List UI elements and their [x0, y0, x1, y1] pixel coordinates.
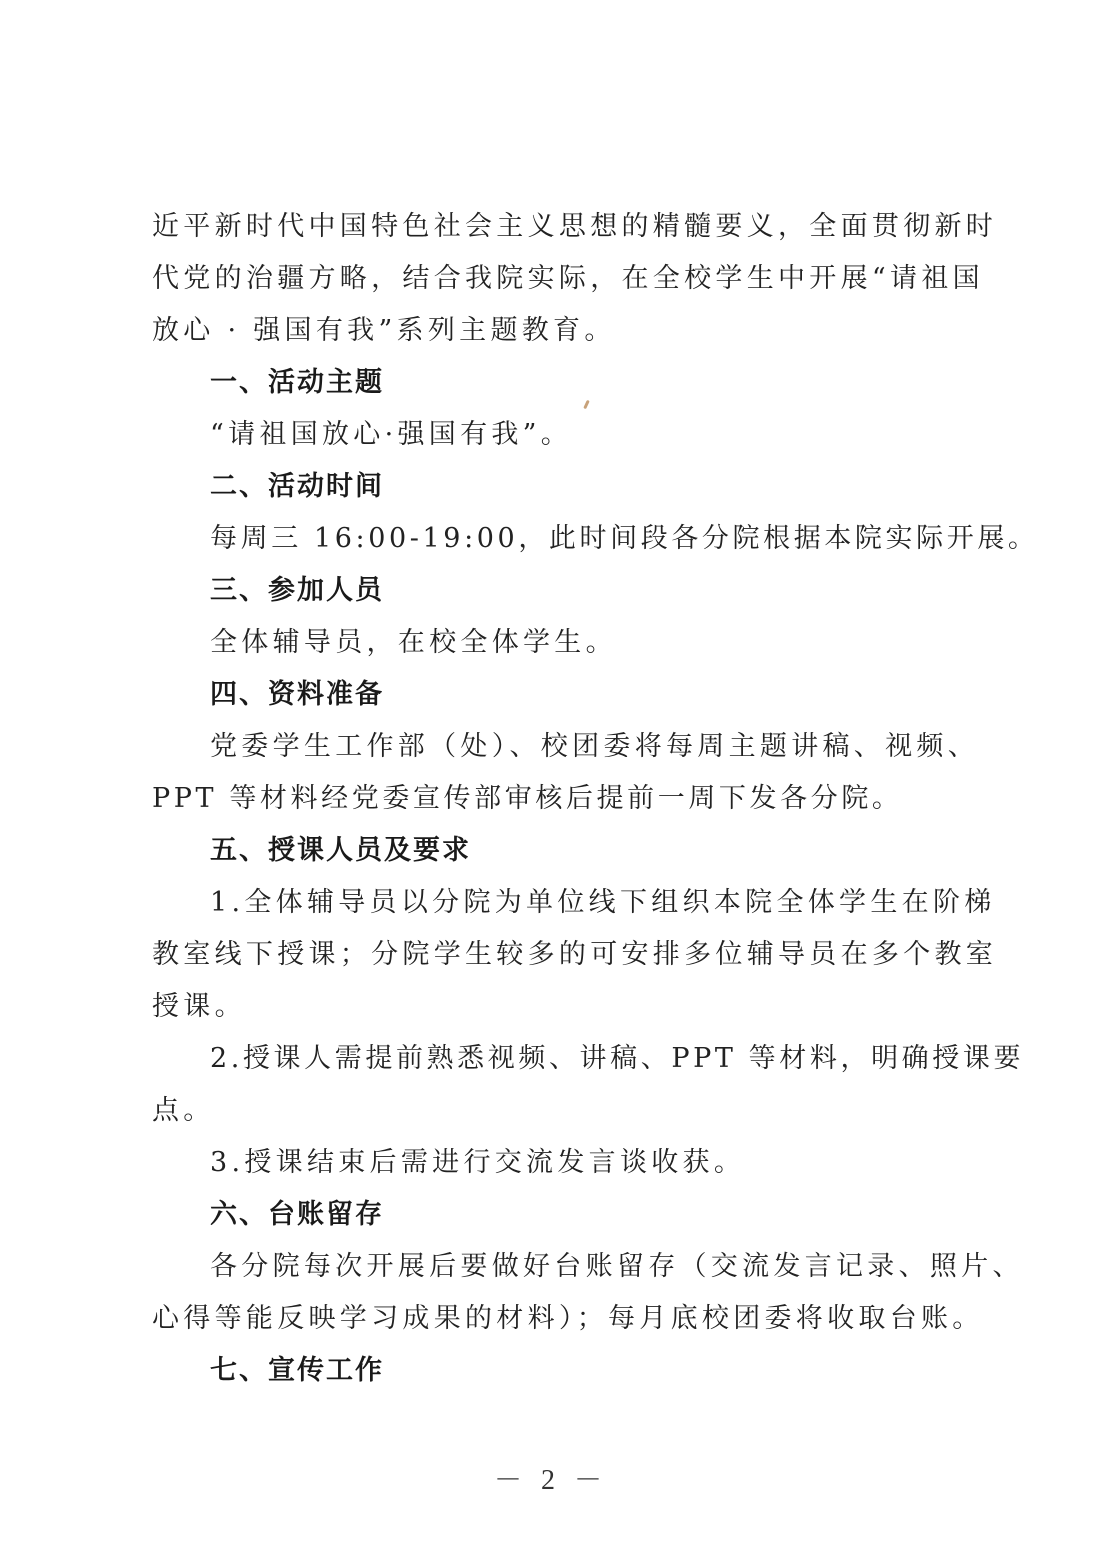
section-heading-time: 二、活动时间	[210, 471, 384, 502]
intro-line-1: 近平新时代中国特色社会主义思想的精髓要义，全面贯彻新时	[152, 211, 998, 242]
teaching-item1-line-3: 授课。	[152, 991, 246, 1022]
records-line-2: 心得等能反映学习成果的材料）；每月底校团委将收取台账。	[152, 1303, 984, 1334]
teaching-item1-line-2: 教室线下授课；分院学生较多的可安排多位辅导员在多个教室	[152, 939, 998, 970]
teaching-item1-line-1: 1.全体辅导员以分院为单位线下组织本院全体学生在阶梯	[210, 887, 996, 918]
section-heading-materials: 四、资料准备	[210, 679, 384, 710]
section-heading-records: 六、台账留存	[210, 1199, 384, 1230]
page-number: － 2 －	[493, 1465, 608, 1496]
materials-line-1: 党委学生工作部（处）、校团委将每周主题讲稿、视频、	[210, 731, 979, 762]
time-body: 每周三 16:00-19:00，此时间段各分院根据本院实际开展。	[210, 523, 1039, 554]
section-heading-participants: 三、参加人员	[210, 575, 384, 606]
teaching-item2-line-2: 点。	[152, 1095, 215, 1126]
records-line-1: 各分院每次开展后要做好台账留存（交流发言记录、照片、	[210, 1251, 1024, 1282]
materials-line-2: PPT 等材料经党委宣传部审核后提前一周下发各分院。	[152, 783, 903, 814]
section-heading-theme: 一、活动主题	[210, 367, 384, 398]
section-heading-publicity: 七、宣传工作	[210, 1355, 384, 1386]
intro-line-3: 放心 · 强国有我”系列主题教育。	[152, 315, 616, 346]
theme-body: “请祖国放心·强国有我”。	[210, 419, 573, 450]
teaching-item3: 3.授课结束后需进行交流发言谈收获。	[210, 1147, 746, 1178]
participants-body: 全体辅导员，在校全体学生。	[210, 627, 617, 658]
teaching-item2-line-1: 2.授课人需提前熟悉视频、讲稿、PPT 等材料，明确授课要	[210, 1043, 1025, 1074]
section-heading-teaching: 五、授课人员及要求	[210, 835, 471, 866]
intro-line-2: 代党的治疆方略，结合我院实际，在全校学生中开展“请祖国	[152, 263, 984, 294]
scan-speck	[583, 400, 590, 409]
